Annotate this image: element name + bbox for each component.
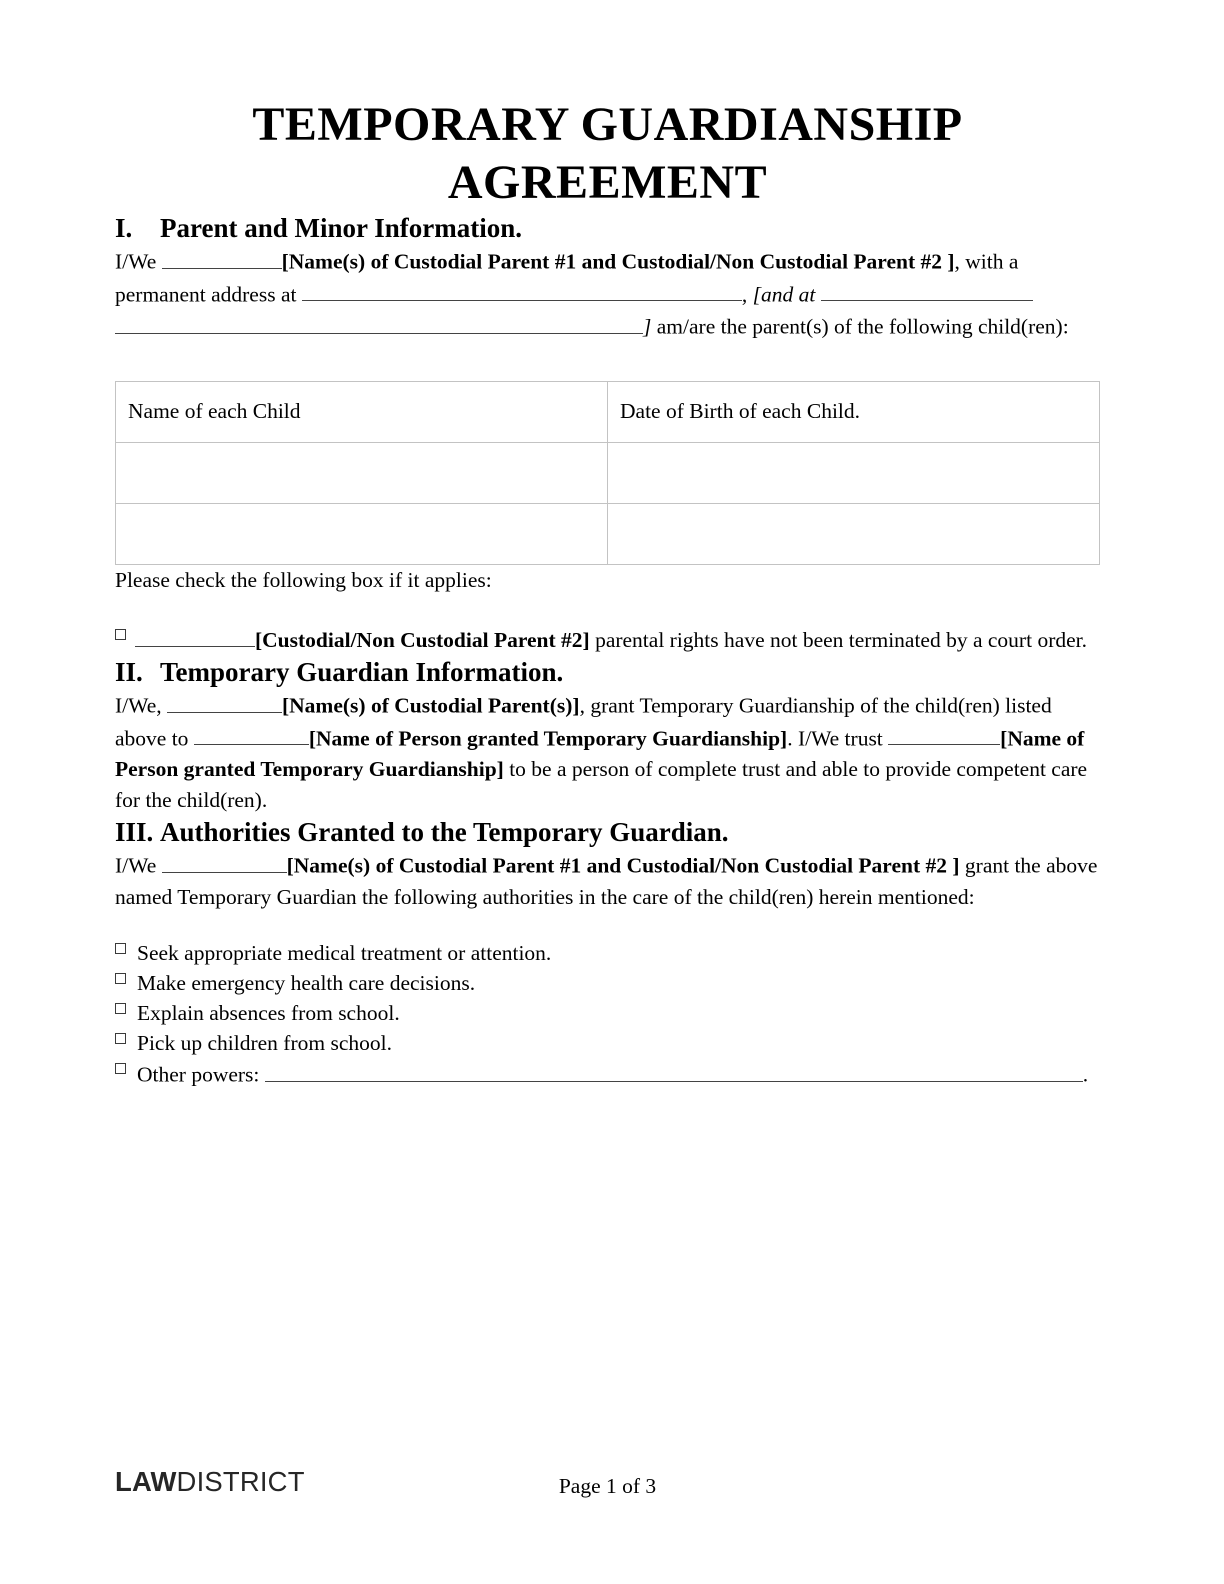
text-text: Please check the following box if it applies: [115, 567, 492, 592]
checkbox-icon[interactable] [115, 973, 126, 984]
section-heading-label: Temporary Guardian Information. [160, 657, 564, 688]
bold-text: [Custodial/Non Custodial Parent #2] [255, 628, 590, 653]
lawdistrict-logo [115, 1468, 305, 1496]
blank-line[interactable] [115, 310, 643, 334]
text-text: , [741, 282, 753, 307]
table-row [116, 503, 1100, 564]
table-cell-child-name[interactable] [116, 442, 608, 503]
table-header-child-dob: Date of Birth of each Child. [608, 381, 1100, 442]
section-number: II. [115, 657, 143, 688]
checkbox-icon[interactable] [115, 629, 126, 640]
authority-list-item [115, 998, 1100, 1028]
text-text: Pick up children from school. [137, 1030, 392, 1055]
parent2-rights-checkitem [115, 624, 1100, 657]
text-text: I/We [115, 249, 162, 274]
section-number: III. [115, 817, 154, 848]
italic-text: [and at [752, 282, 821, 307]
section-heading-authorities [115, 816, 1100, 849]
bold-text: [Name of Person granted Temporary Guardianship] [115, 726, 1085, 782]
text-text: am/are the parent(s) of the following child(ren): [651, 314, 1069, 339]
blank-line[interactable] [162, 849, 287, 873]
table-cell-child-dob[interactable] [608, 503, 1100, 564]
bold-text: [Name(s) of Custodial Parent(s)] [282, 693, 580, 718]
table-cell-child-name[interactable] [116, 503, 608, 564]
authorities-intro-paragraph [115, 849, 1100, 913]
table-header-row [116, 381, 1100, 442]
section-number: I. [115, 213, 133, 243]
authority-list-item [115, 938, 1100, 968]
text-text: Seek appropriate medical treatment or attention. [137, 940, 552, 965]
text-text: Other powers: [137, 1062, 265, 1087]
guardian-info-paragraph [115, 689, 1100, 816]
blank-line[interactable] [135, 624, 255, 648]
text-text: . [1082, 1062, 1089, 1087]
document-title-line2: AGREEMENT [447, 156, 768, 209]
section-heading-guardian-info [115, 656, 1100, 689]
blank-line[interactable] [302, 278, 742, 302]
text-text: Make emergency health care decisions. [137, 970, 476, 995]
parent2-rights-text [135, 628, 1087, 652]
document-title [115, 96, 1100, 212]
authority-list-item [115, 1028, 1100, 1058]
text-text: , with a permanent address at [115, 249, 1019, 307]
children-table [115, 381, 1100, 565]
table-row [116, 442, 1100, 503]
text-text: Explain absences from school. [137, 1000, 400, 1025]
document-title-line1: TEMPORARY GUARDIANSHIP [252, 98, 963, 151]
bold-text: [Name(s) of Custodial Parent #1 and Custodial/Non Custodial Parent #2 ] [281, 249, 955, 274]
logo-district-text: DISTRICT [176, 1466, 305, 1497]
text-text: . I/We trust [787, 726, 889, 751]
blank-line[interactable] [821, 278, 1033, 302]
italic-text: ] [643, 314, 652, 339]
text-text: I/We, [115, 693, 167, 718]
checkbox-icon[interactable] [115, 1033, 126, 1044]
checkbox-icon[interactable] [115, 1063, 126, 1074]
section-heading-label: Authorities Granted to the Temporary Guardian. [160, 817, 729, 848]
checkbox-icon[interactable] [115, 1003, 126, 1014]
checkbox-icon[interactable] [115, 943, 126, 954]
blank-line[interactable] [265, 1058, 1083, 1082]
text-text: , grant Temporary Guardianship of the child(ren) listed above to [115, 693, 1052, 751]
bold-text: [Name(s) of Custodial Parent #1 and Custodial/Non Custodial Parent #2 ] [286, 853, 960, 878]
table-header-child-name: Name of each Child [116, 381, 608, 442]
parent-info-paragraph [115, 245, 1100, 343]
logo-law-text: LAW [115, 1466, 177, 1497]
text-text: to be a person of complete trust and able to provide competent care for the child(ren). [115, 757, 1088, 813]
text-text: I/We [115, 853, 162, 878]
section-heading-label: Parent and Minor Information. [160, 213, 523, 243]
text-text: grant the above named Temporary Guardian the following authorities in the care of the child(ren) herein mentioned: [115, 853, 1098, 909]
page-footer [115, 1468, 1100, 1502]
blank-line[interactable] [888, 722, 1000, 746]
table-cell-child-dob[interactable] [608, 442, 1100, 503]
authority-list-item [115, 968, 1100, 998]
blank-line[interactable] [167, 689, 282, 713]
blank-line[interactable] [194, 722, 309, 746]
authority-list-item [115, 1058, 1100, 1090]
text-text: parental rights have not been terminated by a court order. [589, 628, 1087, 653]
authorities-checklist [115, 938, 1100, 1090]
page-number: Page 1 of 3 [558, 1474, 657, 1498]
blank-line[interactable] [162, 245, 282, 269]
checkbox-instruction [115, 565, 1100, 596]
section-heading-parent-minor-info [115, 212, 1100, 245]
bold-text: [Name of Person granted Temporary Guardianship] [308, 726, 788, 751]
